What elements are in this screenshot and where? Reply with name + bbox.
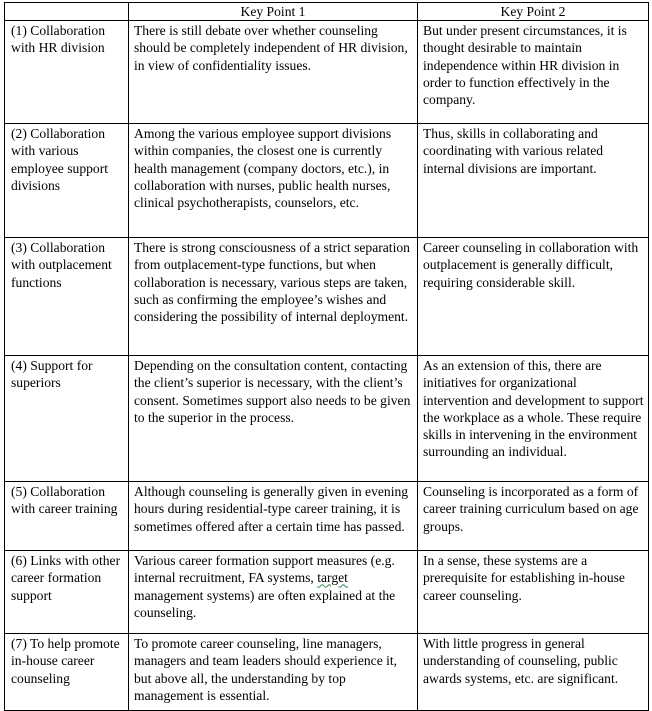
table-row <box>5 21 649 124</box>
table-row <box>5 551 649 634</box>
row-item-label: (5) Collaboration with career training <box>5 482 129 551</box>
cell-text: management systems) are often explained at the counseling. <box>134 587 396 620</box>
table-row <box>5 238 649 356</box>
key-point-2-cell: In a sense, these systems are a prerequisite for establishing in-house career counseling. <box>418 551 649 634</box>
header-row <box>5 3 649 21</box>
row-item-label: (2) Collaboration with various employee support divisions <box>5 124 129 238</box>
key-point-1-cell: Among the various employee support divisions within companies, the closest one is currently health management (company doctors, etc.), in collaboration with nurses, public health nurses, clinical psychotherapists, counselors, etc. <box>129 124 418 238</box>
row-item-label: (7) To help promote in-house career counseling <box>5 634 129 711</box>
key-point-1-cell: Depending on the consultation content, contacting the client’s superior is necessary, with the client’s consent. Sometimes support also needs to be given to the superior in the process. <box>129 356 418 482</box>
row-item-label: (4) Support for superiors <box>5 356 129 482</box>
key-point-2-cell: With little progress in general understanding of counseling, public awards systems, etc. are significant. <box>418 634 649 711</box>
header-key-point-1: Key Point 1 <box>129 3 418 21</box>
key-point-2-cell: Career counseling in collaboration with outplacement is generally difficult, requiring considerable skill. <box>418 238 649 356</box>
table-row <box>5 356 649 482</box>
key-point-1-cell: Although counseling is generally given in evening hours during residential-type career training, it is sometimes offered after a certain time has passed. <box>129 482 418 551</box>
cell-text: Various career formation support measures (e.g. internal recruitment, FA systems, <box>134 553 395 586</box>
key-point-2-cell: Thus, skills in collaborating and coordinating with various related internal divisions are important. <box>418 124 649 238</box>
row-item-label: (6) Links with other career formation support <box>5 551 129 634</box>
key-point-1-cell: There is still debate over whether counseling should be completely independent of HR division, in view of confidentiality issues. <box>129 21 418 124</box>
key-points-table <box>4 2 649 711</box>
key-point-2-cell: Counseling is incorporated as a form of career training curriculum based on age groups. <box>418 482 649 551</box>
header-blank <box>5 3 129 21</box>
key-point-2-cell: But under present circumstances, it is thought desirable to maintain independence within HR division in order to function effectively in the company. <box>418 21 649 124</box>
table-row <box>5 634 649 711</box>
spellcheck-marked-word: target <box>317 570 348 586</box>
key-point-1-cell <box>129 551 418 634</box>
row-item-label: (3) Collaboration with outplacement functions <box>5 238 129 356</box>
table-row <box>5 124 649 238</box>
key-point-1-cell: To promote career counseling, line managers, managers and team leaders should experience it, but above all, the understanding by top management is essential. <box>129 634 418 711</box>
table-row <box>5 482 649 551</box>
key-point-1-cell: There is strong consciousness of a strict separation from outplacement-type functions, but when collaboration is necessary, various steps are taken, such as confirming the employee’s wishes and considering the possibility of internal deployment. <box>129 238 418 356</box>
header-key-point-2: Key Point 2 <box>418 3 649 21</box>
row-item-label: (1) Collaboration with HR division <box>5 21 129 124</box>
key-point-2-cell: As an extension of this, there are initiatives for organizational intervention and development to support the workplace as a whole. These require skills in intervening in the environment surrounding an individual. <box>418 356 649 482</box>
